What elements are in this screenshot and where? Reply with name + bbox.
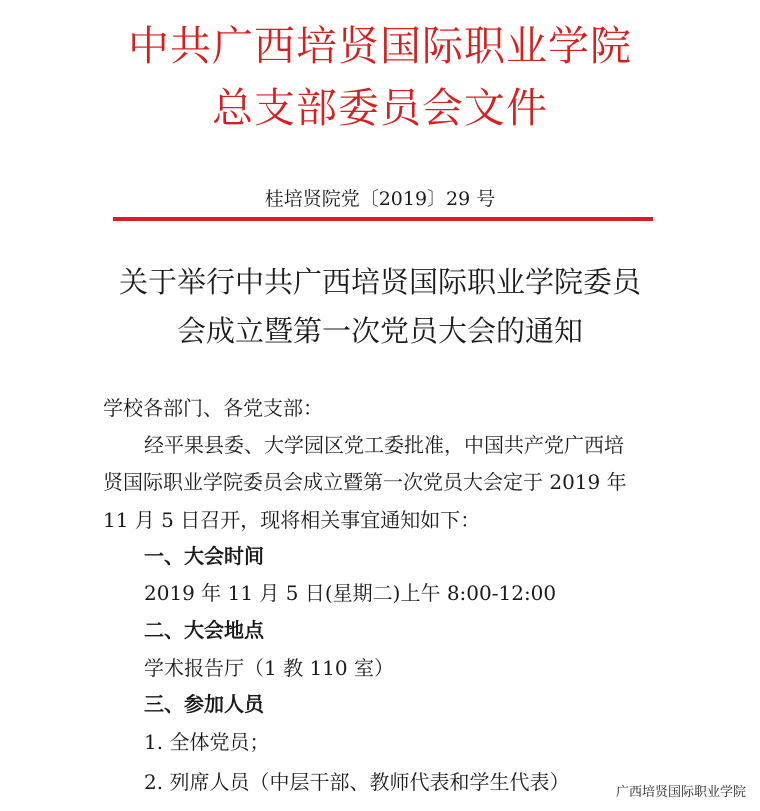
source-watermark: 广西培贤国际职业学院 — [615, 785, 746, 800]
red-divider — [113, 217, 653, 221]
section-heading-attendees: 三、参加人员 — [144, 692, 264, 716]
salutation: 学校各部门、各党支部： — [103, 396, 323, 420]
section-content-location: 学术报告厅（1 教 110 室） — [144, 656, 394, 680]
paragraph-line-3: 11 月 5 日召开，现将相关事宜通知如下： — [103, 508, 481, 532]
attendee-item-1: 1. 全体党员； — [144, 730, 270, 754]
header-title-line1: 中共广西培贤国际职业学院 — [128, 22, 632, 70]
notice-title-line2: 会成立暨第一次党员大会的通知 — [176, 314, 583, 348]
paragraph-line-1: 经平果县委、大学园区党工委批准，中国共产党广西培 — [144, 433, 624, 457]
notice-title-line1: 关于举行中共广西培贤国际职业学院委员 — [118, 265, 641, 299]
attendee-item-2: 2. 列席人员（中层干部、教师代表和学生代表） — [144, 770, 570, 794]
section-content-time: 2019 年 11 月 5 日(星期二)上午 8:00-12:00 — [144, 581, 557, 605]
paragraph-line-2: 贤国际职业学院委员会成立暨第一次党员大会定于 2019 年 — [103, 470, 627, 494]
document-number: 桂培贤院党〔2019〕29 号 — [264, 188, 496, 210]
section-heading-time: 一、大会时间 — [144, 544, 264, 568]
section-heading-location: 二、大会地点 — [144, 618, 264, 642]
header-title-line2: 总支部委员会文件 — [212, 84, 548, 132]
